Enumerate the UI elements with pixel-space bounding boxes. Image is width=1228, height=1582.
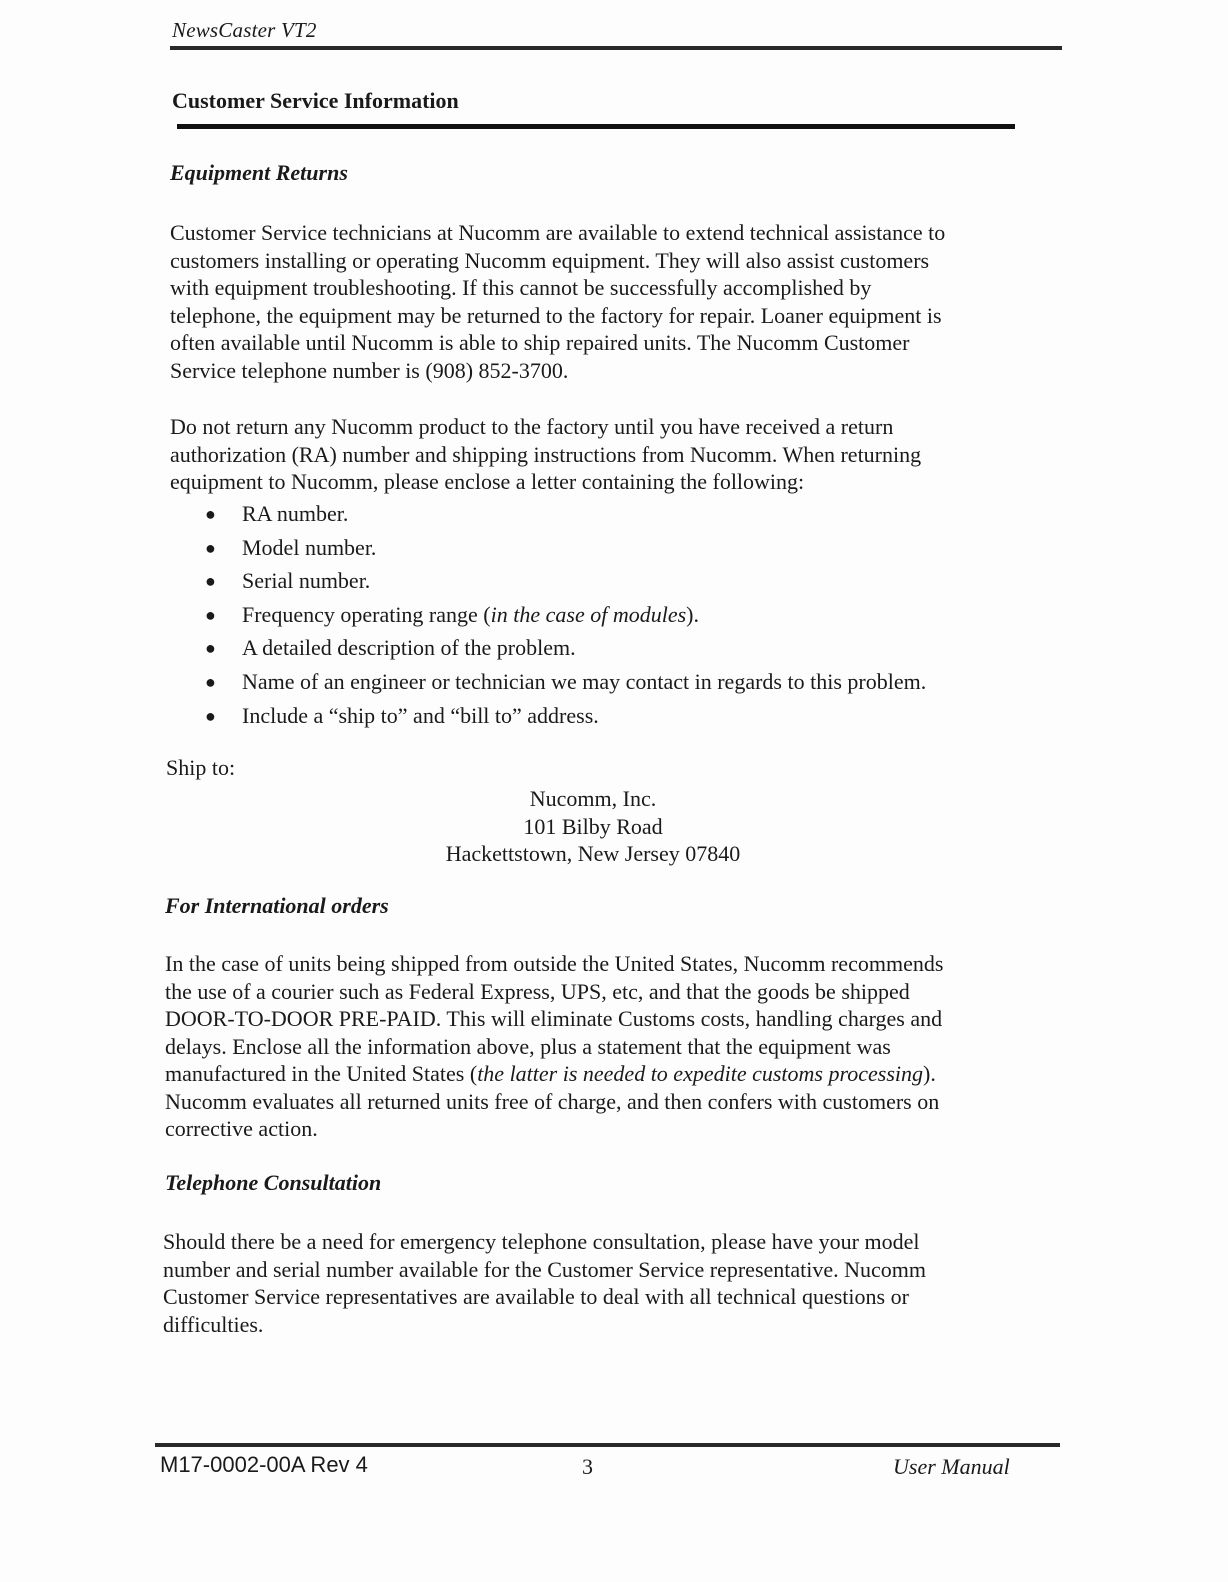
- document-type: User Manual: [893, 1454, 1010, 1479]
- list-item: [205, 500, 926, 534]
- list-item-text: Include a “ship to” and “bill to” address.: [242, 702, 599, 728]
- list-item-text: Name of an engineer or technician we may contact in regards to this problem.: [242, 668, 927, 694]
- text-line: telephone, the equipment may be returned to the factory for repair. Loaner equipment is: [170, 302, 942, 328]
- text-line: Do not return any Nucomm product to the factory until you have received a return: [170, 414, 894, 439]
- telephone-consultation-heading: Telephone Consultation: [165, 1170, 382, 1195]
- list-item-text: RA number.: [242, 501, 349, 526]
- text-line: Customer Service representatives are available to deal with all technical questions or: [163, 1284, 909, 1309]
- text-line: delays. Enclose all the information above, plus a statement that the equipment was: [165, 1033, 891, 1059]
- equipment-returns-paragraph-2: [170, 413, 921, 496]
- bullet-icon: ●: [205, 705, 216, 726]
- address-line: Nucomm, Inc.: [529, 786, 657, 811]
- list-item-text: Frequency operating range (: [242, 601, 491, 627]
- list-item-text: Model number.: [242, 534, 377, 560]
- page-number: 3: [582, 1454, 593, 1479]
- bullet-icon: ●: [205, 504, 216, 524]
- text-line: with equipment troubleshooting. If this cannot be successfully accomplished by: [170, 275, 872, 300]
- text-line: equipment to Nucomm, please enclose a letter containing the following:: [170, 469, 805, 494]
- header-rule: [170, 46, 1062, 50]
- bullet-icon: ●: [205, 537, 216, 558]
- international-orders-heading: For International orders: [165, 893, 389, 918]
- list-item: [205, 534, 926, 568]
- bullet-icon: ●: [205, 671, 216, 692]
- text-line: number and serial number available for the Customer Service representative. Nucomm: [163, 1256, 927, 1282]
- text-line: DOOR-TO-DOOR PRE-PAID. This will eliminate Customs costs, handling charges and: [165, 1006, 943, 1031]
- list-item: [205, 567, 926, 601]
- text-line: corrective action.: [165, 1116, 318, 1141]
- list-item: [205, 702, 926, 736]
- text-line: Should there be a need for emergency telephone consultation, please have your model: [163, 1229, 920, 1254]
- text-line: [165, 1060, 943, 1088]
- ship-to-label: Ship to:: [166, 755, 236, 780]
- return-requirements-list: [205, 500, 926, 735]
- text-line: authorization (RA) number and shipping instructions from Nucomm. When returning: [170, 441, 922, 467]
- bullet-icon: ●: [205, 604, 216, 625]
- international-orders-paragraph: [165, 950, 943, 1143]
- text-line: the use of a courier such as Federal Express, UPS, etc, and that the goods be shipped: [165, 978, 910, 1004]
- list-item: [205, 634, 926, 668]
- list-item-italic-note: in the case of modules: [490, 601, 687, 627]
- text-segment: manufactured in the United States (: [165, 1061, 478, 1086]
- address-line: 101 Bilby Road: [523, 813, 663, 839]
- text-line: In the case of units being shipped from outside the United States, Nucomm recommends: [165, 951, 944, 976]
- section-title: Customer Service Information: [172, 88, 459, 113]
- bullet-icon: ●: [205, 571, 216, 592]
- equipment-returns-heading: Equipment Returns: [170, 160, 348, 185]
- list-item-text: Serial number.: [242, 568, 371, 594]
- italic-note: the latter is needed to expedite customs processing: [477, 1061, 923, 1086]
- list-item: [205, 668, 926, 702]
- text-line: customers installing or operating Nucomm equipment. They will also assist customers: [170, 247, 930, 273]
- text-segment-end: ).: [923, 1061, 936, 1086]
- text-line: often available until Nucomm is able to ship repaired units. The Nucomm Customer: [170, 330, 910, 355]
- address-line: Hackettstown, New Jersey 07840: [445, 841, 741, 866]
- footer-rule: [155, 1443, 1060, 1447]
- text-line: Customer Service technicians at Nucomm are available to extend technical assistance to: [170, 220, 946, 245]
- equipment-returns-paragraph-1: [170, 219, 945, 384]
- list-item-text: A detailed description of the problem.: [242, 635, 576, 661]
- ship-to-address: [380, 785, 806, 868]
- text-line: Nucomm evaluates all returned units free of charge, and then confers with customers on: [165, 1088, 940, 1114]
- running-title: NewsCaster VT2: [172, 18, 317, 42]
- document-number: M17-0002-00A Rev 4: [160, 1452, 368, 1477]
- section-title-rule: [177, 124, 1015, 129]
- bullet-icon: ●: [205, 638, 216, 659]
- text-line: difficulties.: [163, 1311, 264, 1337]
- list-item-text-end: ).: [686, 601, 699, 627]
- text-line: Service telephone number is (908) 852-3700.: [170, 357, 569, 383]
- telephone-consultation-paragraph: [163, 1228, 926, 1338]
- list-item: [205, 601, 926, 635]
